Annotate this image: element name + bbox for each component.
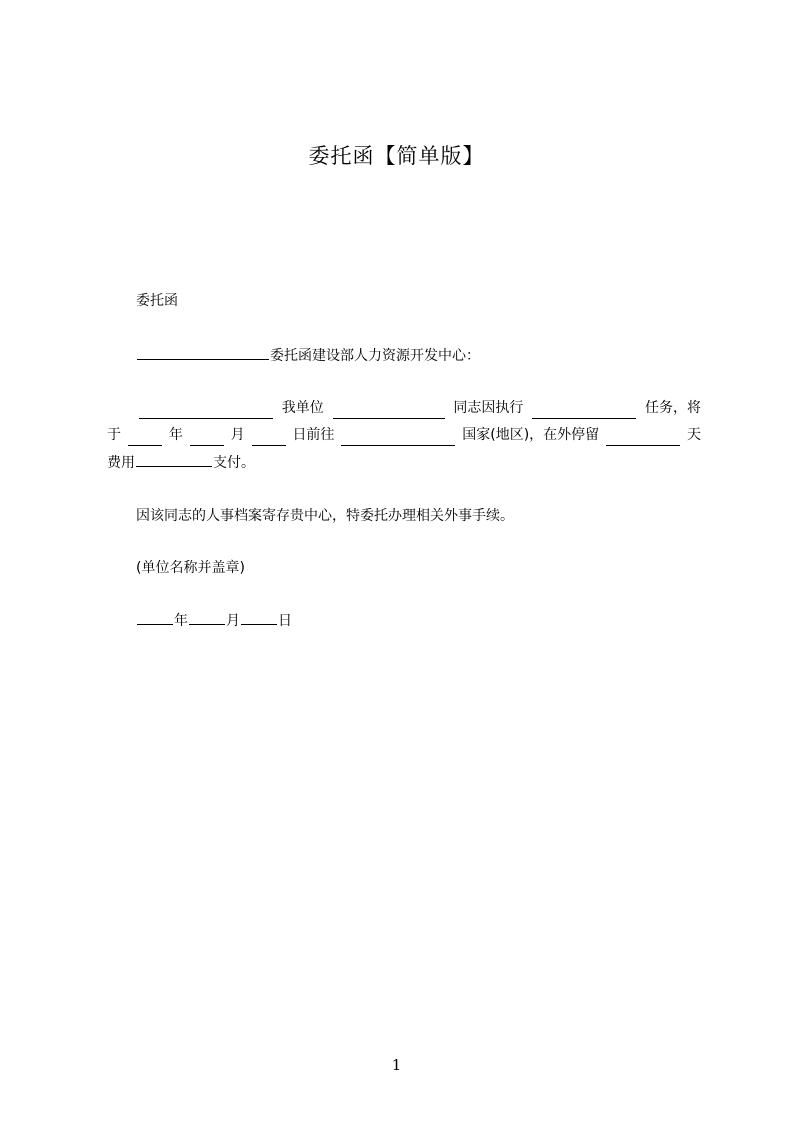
text-my-unit: 我单位 (281, 400, 324, 416)
page-number: 1 (391, 1056, 402, 1074)
blank-days (606, 430, 680, 446)
blank-name (333, 403, 445, 419)
body-line-3 (107, 451, 255, 474)
blank-year (128, 430, 162, 446)
text-tian: 天 (687, 427, 701, 443)
blank-date-month (189, 609, 225, 625)
body-line-2 (107, 424, 701, 446)
date-year-label: 年 (174, 613, 188, 629)
reason-paragraph: 因该同志的人事档案寄存贵中心，特委托办理相关外事手续。 (136, 508, 514, 524)
seal-line: (单位名称并盖章) (136, 560, 245, 576)
body-line-1 (138, 397, 701, 419)
blank-date-day (241, 609, 277, 625)
text-comrade-execute: 同志因执行 (453, 400, 524, 416)
blank-task (532, 403, 636, 419)
blank-country (341, 430, 455, 446)
text-task: 任务，将 (644, 400, 701, 416)
text-year: 年 (168, 427, 183, 443)
text-pay: 支付。 (213, 455, 255, 471)
date-day-label: 日 (278, 613, 292, 629)
text-fee: 费用 (107, 455, 135, 471)
text-day-go: 日前往 (292, 427, 335, 443)
date-month-label: 月 (226, 613, 240, 629)
addressee-text: 委托函建设部人力资源开发中心： (270, 348, 480, 364)
letter-heading: 委托函 (136, 293, 178, 309)
blank-unit-name (137, 344, 269, 360)
blank-day (252, 430, 286, 446)
text-country: 国家(地区)，在外停留 (462, 427, 600, 443)
text-month: 月 (230, 427, 245, 443)
blank-month (190, 430, 224, 446)
blank-payer (136, 451, 212, 467)
text-yu: 于 (107, 427, 121, 443)
blank-date-year (137, 609, 173, 625)
document-title: 委托函【简单版】 (308, 144, 485, 168)
addressee-line (136, 344, 480, 367)
blank-unit (139, 403, 273, 419)
date-line (136, 609, 292, 632)
